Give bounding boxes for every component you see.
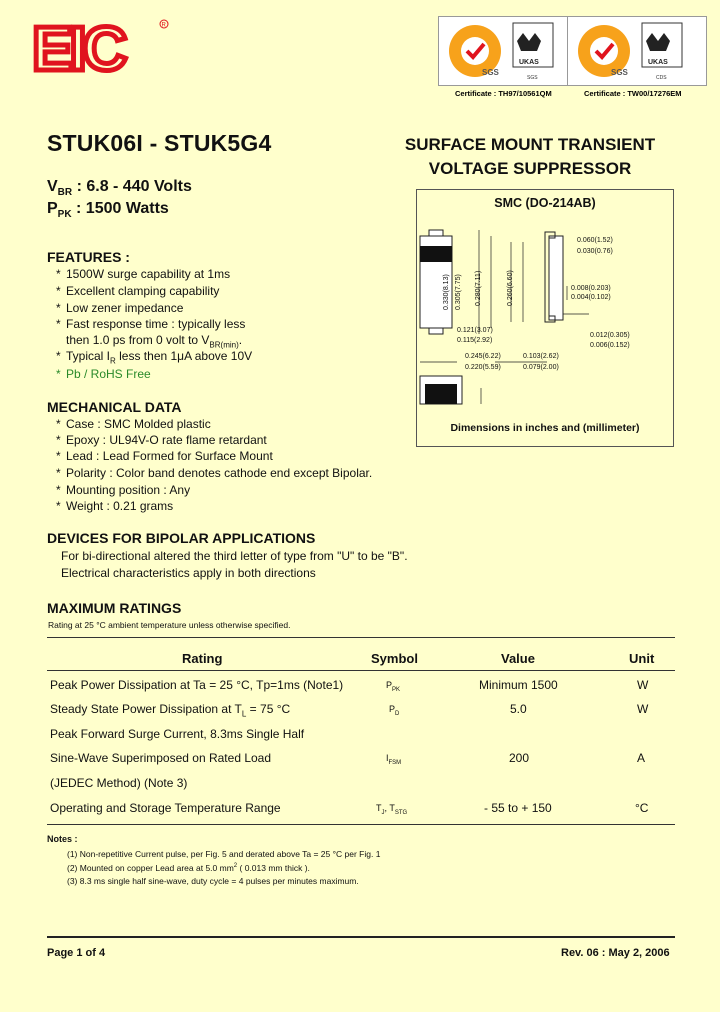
table-bottom-rule	[47, 824, 675, 825]
feature-item-cont: then 1.0 ps from 0 volt to $V_{BR(min)}$.	[66, 333, 243, 350]
svg-text:UKAS: UKAS	[648, 59, 668, 66]
mechanical-item: * Mounting position : Any	[56, 483, 191, 497]
dim-lead-thick-min: 0.006(0.152)	[590, 342, 630, 349]
note-1: (1) Non-repetitive Current pulse, per Fig. 5 and derated above Ta = 25 °C per Fig. 1	[67, 849, 381, 859]
mechanical-item: * Case : SMC Molded plastic	[56, 417, 211, 431]
table-row-value: - 55 to + 150	[484, 801, 552, 815]
footer-rule	[47, 936, 675, 938]
table-row-value: Minimum 1500	[479, 678, 558, 692]
dim-lead-thick-max: 0.012(0.305)	[590, 332, 630, 339]
document-title	[382, 133, 678, 181]
dim-lead-width-max: 0.060(1.52)	[577, 237, 613, 244]
table-row-symbol: $P_{PK}$	[386, 680, 401, 693]
dim-standoff-min: 0.004(0.102)	[571, 294, 611, 301]
mechanical-item: * Lead : Lead Formed for Surface Mount	[56, 449, 273, 463]
table-row-value: 5.0	[510, 702, 527, 716]
svg-text:SGS: SGS	[611, 68, 628, 77]
svg-text:SGS: SGS	[527, 75, 538, 81]
title-line-2: VOLTAGE SUPPRESSOR	[428, 159, 632, 178]
mechanical-item: * Weight : 0.21 grams	[56, 499, 174, 513]
package-drawing	[417, 190, 673, 446]
table-row-rating: Sine-Wave Superimposed on Rated Load	[50, 751, 272, 765]
table-row-unit: W	[637, 678, 649, 692]
part-number: STUK06I - STUK5G4	[47, 130, 272, 156]
dim-band-min: 0.115(2.92)	[457, 337, 493, 344]
dim-body-length-a: 0.280(7.11)	[475, 270, 482, 306]
feature-item: * Excellent clamping capability	[56, 284, 220, 298]
svg-text:CDS: CDS	[656, 75, 667, 81]
mechanical-item: * Epoxy : UL94V-O rate flame retardant	[56, 433, 267, 447]
title-line-1: SURFACE MOUNT TRANSIENT	[404, 135, 656, 154]
ratings-subtitle: Rating at 25 °C ambient temperature unless otherwise specified.	[48, 620, 291, 630]
dim-width-max: 0.245(6.22)	[465, 353, 501, 360]
certificate-badge-2	[567, 16, 707, 86]
table-row-unit: A	[637, 751, 646, 765]
page-number: Page 1 of 4	[47, 947, 106, 959]
bipolar-line-1: For bi-directional altered the third letter of type from "U" to be "B".	[61, 549, 408, 563]
table-row-rating: Peak Power Dissipation at Ta = 25 °C, Tp=1ms (Note1)	[50, 678, 344, 692]
table-row-symbol: $T_J$, $T_{STG}$	[376, 803, 408, 816]
table-row-symbol: $P_D$	[389, 704, 400, 717]
dim-body-length-b: 0.260(6.60)	[507, 270, 514, 306]
dim-lead-width-min: 0.030(0.76)	[577, 248, 613, 255]
mechanical-item: * Polarity : Color band denotes cathode end except Bipolar.	[56, 466, 373, 480]
bipolar-heading: DEVICES FOR BIPOLAR APPLICATIONS	[47, 530, 316, 546]
ratings-heading: MAXIMUM RATINGS	[47, 600, 182, 616]
bipolar-line-2: Electrical characteristics apply in both directions	[61, 566, 316, 580]
table-header-rule	[47, 670, 675, 671]
table-row-value: 200	[509, 751, 530, 765]
package-outline-box	[416, 189, 674, 447]
certificate-badge-1	[438, 16, 578, 86]
feature-item: * Low zener impedance	[56, 301, 184, 315]
dim-width-min: 0.220(5.59)	[465, 364, 501, 371]
dim-height-max: 0.103(2.62)	[523, 353, 559, 360]
feature-item: * Fast response time : typically less	[56, 317, 246, 331]
dim-height-min: 0.079(2.00)	[523, 364, 559, 371]
table-row-symbol: $I_{FSM}$	[386, 753, 402, 766]
certificate-label-1: Certificate : TH97/10561QM	[455, 89, 552, 98]
dim-band-max: 0.121(3.07)	[457, 327, 493, 334]
package-title: SMC (DO-214AB)	[494, 196, 596, 210]
svg-text:SGS: SGS	[482, 68, 499, 77]
note-2: (2) Mounted on copper Lead area at 5.0 $mm^2$ ( 0.013 mm thick ).	[67, 863, 310, 873]
features-heading: FEATURES :	[47, 249, 130, 265]
certificate-label-2: Certificate : TW00/17276EM	[584, 89, 682, 98]
note-3: (3) 8.3 ms single half sine-wave, duty cycle = 4 pulses per minutes maximum.	[67, 876, 359, 886]
table-row-rating: Peak Forward Surge Current, 8.3ms Single Half	[50, 727, 305, 741]
feature-item: * Typical $I_R$ less then 1μA above 10V	[56, 349, 253, 366]
package-dimensions-note: Dimensions in inches and (millimeter)	[450, 422, 640, 434]
feature-item-pbfree: * Pb / RoHS Free	[56, 367, 151, 381]
spec-ppk: $P_{PK}$ : 1500 Watts	[47, 200, 169, 221]
eic-logo	[30, 18, 170, 76]
col-symbol: Symbol	[371, 651, 418, 666]
table-row-rating: (JEDEC Method) (Note 3)	[50, 776, 188, 790]
dim-length-a: 0.330(8.13)	[443, 274, 450, 310]
brand-text: EIC	[32, 18, 124, 76]
notes-heading: Notes :	[47, 834, 78, 844]
spec-vbr: $V_{BR}$ : 6.8 - 440 Volts	[47, 178, 192, 199]
col-unit: Unit	[629, 651, 655, 666]
feature-item: * 1500W surge capability at 1ms	[56, 267, 231, 281]
table-row-rating: Operating and Storage Temperature Range	[50, 801, 281, 815]
col-rating: Rating	[182, 651, 223, 666]
mechanical-heading: MECHANICAL DATA	[47, 399, 182, 415]
svg-text:R: R	[161, 22, 166, 29]
table-row-unit: W	[637, 702, 649, 716]
table-top-rule	[47, 637, 675, 638]
table-row-rating: Steady State Power Dissipation at $T_L = 75$ °C	[50, 702, 291, 719]
dim-length-b: 0.305(7.75)	[455, 274, 462, 310]
dim-standoff-max: 0.008(0.203)	[571, 285, 611, 292]
revision-date: Rev. 06 : May 2, 2006	[561, 947, 670, 959]
table-row-unit: °C	[635, 801, 649, 815]
svg-text:UKAS: UKAS	[519, 59, 539, 66]
col-value: Value	[501, 651, 535, 666]
